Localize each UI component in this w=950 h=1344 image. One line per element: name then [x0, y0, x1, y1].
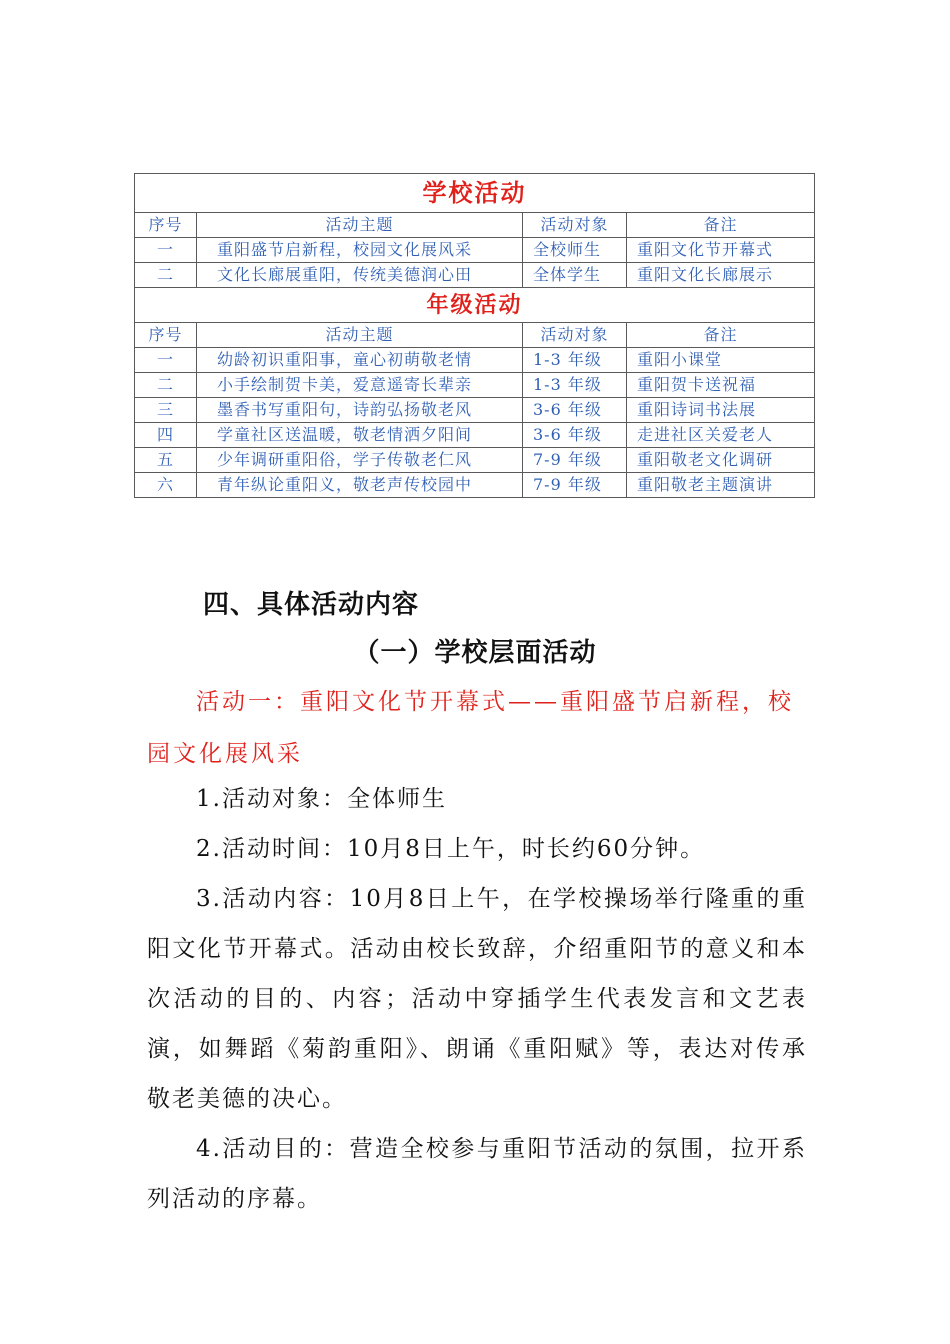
subsection-heading: （一）学校层面活动 [353, 638, 597, 668]
table-row [135, 423, 815, 448]
row-theme: 墨香书写重阳句，诗韵弘扬敬老风 [197, 398, 523, 423]
row-theme: 小手绘制贺卡美，爱意遥寄长辈亲 [197, 373, 523, 398]
row-theme: 幼龄初识重阳事，童心初萌敬老情 [197, 348, 523, 373]
paragraph-audience: 1.活动对象：全体师生 [196, 786, 447, 812]
header-index: 序号 [135, 213, 197, 238]
table-row [135, 473, 815, 498]
row-index: 一 [135, 238, 197, 263]
header-audience: 活动对象 [523, 213, 627, 238]
paragraph-purpose: 4.活动目的：营造全校参与重阳节活动的氛围，拉开系列活动的序幕。 [147, 1136, 807, 1212]
row-notes: 重阳敬老文化调研 [627, 448, 815, 473]
row-theme: 少年调研重阳俗，学子传敬老仁风 [197, 448, 523, 473]
table-row [135, 263, 815, 288]
row-index: 五 [135, 448, 197, 473]
row-notes: 重阳敬老主题演讲 [627, 473, 815, 498]
row-audience: 1-3 年级 [523, 348, 627, 373]
row-notes: 重阳文化长廊展示 [627, 263, 815, 288]
row-index: 四 [135, 423, 197, 448]
paragraph-content: 3.活动内容：10月8日上午，在学校操场举行隆重的重阳文化节开幕式。活动由校长致辞，介绍重阳节的意义和本次活动的目的、内容；活动中穿插学生代表发言和文艺表演，如舞蹈《菊韵重阳》、朗诵《重阳赋》等，表达对传承敬老美德的决心。 [147, 886, 807, 1112]
grade-activities-title: 年级活动 [135, 288, 815, 323]
row-index: 二 [135, 373, 197, 398]
table-row [135, 348, 815, 373]
table-header-row [135, 213, 815, 238]
row-audience: 7-9 年级 [523, 473, 627, 498]
paragraph-time: 2.活动时间：10月8日上午，时长约60分钟。 [196, 836, 706, 862]
activity-table [134, 173, 815, 498]
row-theme: 青年纵论重阳义，敬老声传校园中 [197, 473, 523, 498]
row-theme: 学童社区送温暖，敬老情洒夕阳间 [197, 423, 523, 448]
header-index: 序号 [135, 323, 197, 348]
table-header-row [135, 323, 815, 348]
row-audience: 全校师生 [523, 238, 627, 263]
header-theme: 活动主题 [197, 323, 523, 348]
row-theme: 重阳盛节启新程，校园文化展风采 [197, 238, 523, 263]
row-notes: 重阳小课堂 [627, 348, 815, 373]
row-theme: 文化长廊展重阳，传统美德润心田 [197, 263, 523, 288]
table-row [135, 373, 815, 398]
row-index: 六 [135, 473, 197, 498]
row-notes: 重阳贺卡送祝福 [627, 373, 815, 398]
school-activities-title: 学校活动 [135, 174, 815, 213]
row-audience: 3-6 年级 [523, 398, 627, 423]
header-notes: 备注 [627, 323, 815, 348]
row-audience: 全体学生 [523, 263, 627, 288]
row-index: 一 [135, 348, 197, 373]
activity-details [147, 774, 807, 1224]
row-index: 二 [135, 263, 197, 288]
row-audience: 7-9 年级 [523, 448, 627, 473]
row-notes: 走进社区关爱老人 [627, 423, 815, 448]
row-audience: 3-6 年级 [523, 423, 627, 448]
header-notes: 备注 [627, 213, 815, 238]
section-heading: 四、具体活动内容 [203, 590, 420, 620]
row-notes: 重阳文化节开幕式 [627, 238, 815, 263]
row-notes: 重阳诗词书法展 [627, 398, 815, 423]
row-audience: 1-3 年级 [523, 373, 627, 398]
header-audience: 活动对象 [523, 323, 627, 348]
activity-title: 活动一：重阳文化节开幕式——重阳盛节启新程，校园文化展风采 [147, 689, 794, 767]
header-theme: 活动主题 [197, 213, 523, 238]
table-row [135, 238, 815, 263]
row-index: 三 [135, 398, 197, 423]
table-row [135, 398, 815, 423]
table-row [135, 448, 815, 473]
